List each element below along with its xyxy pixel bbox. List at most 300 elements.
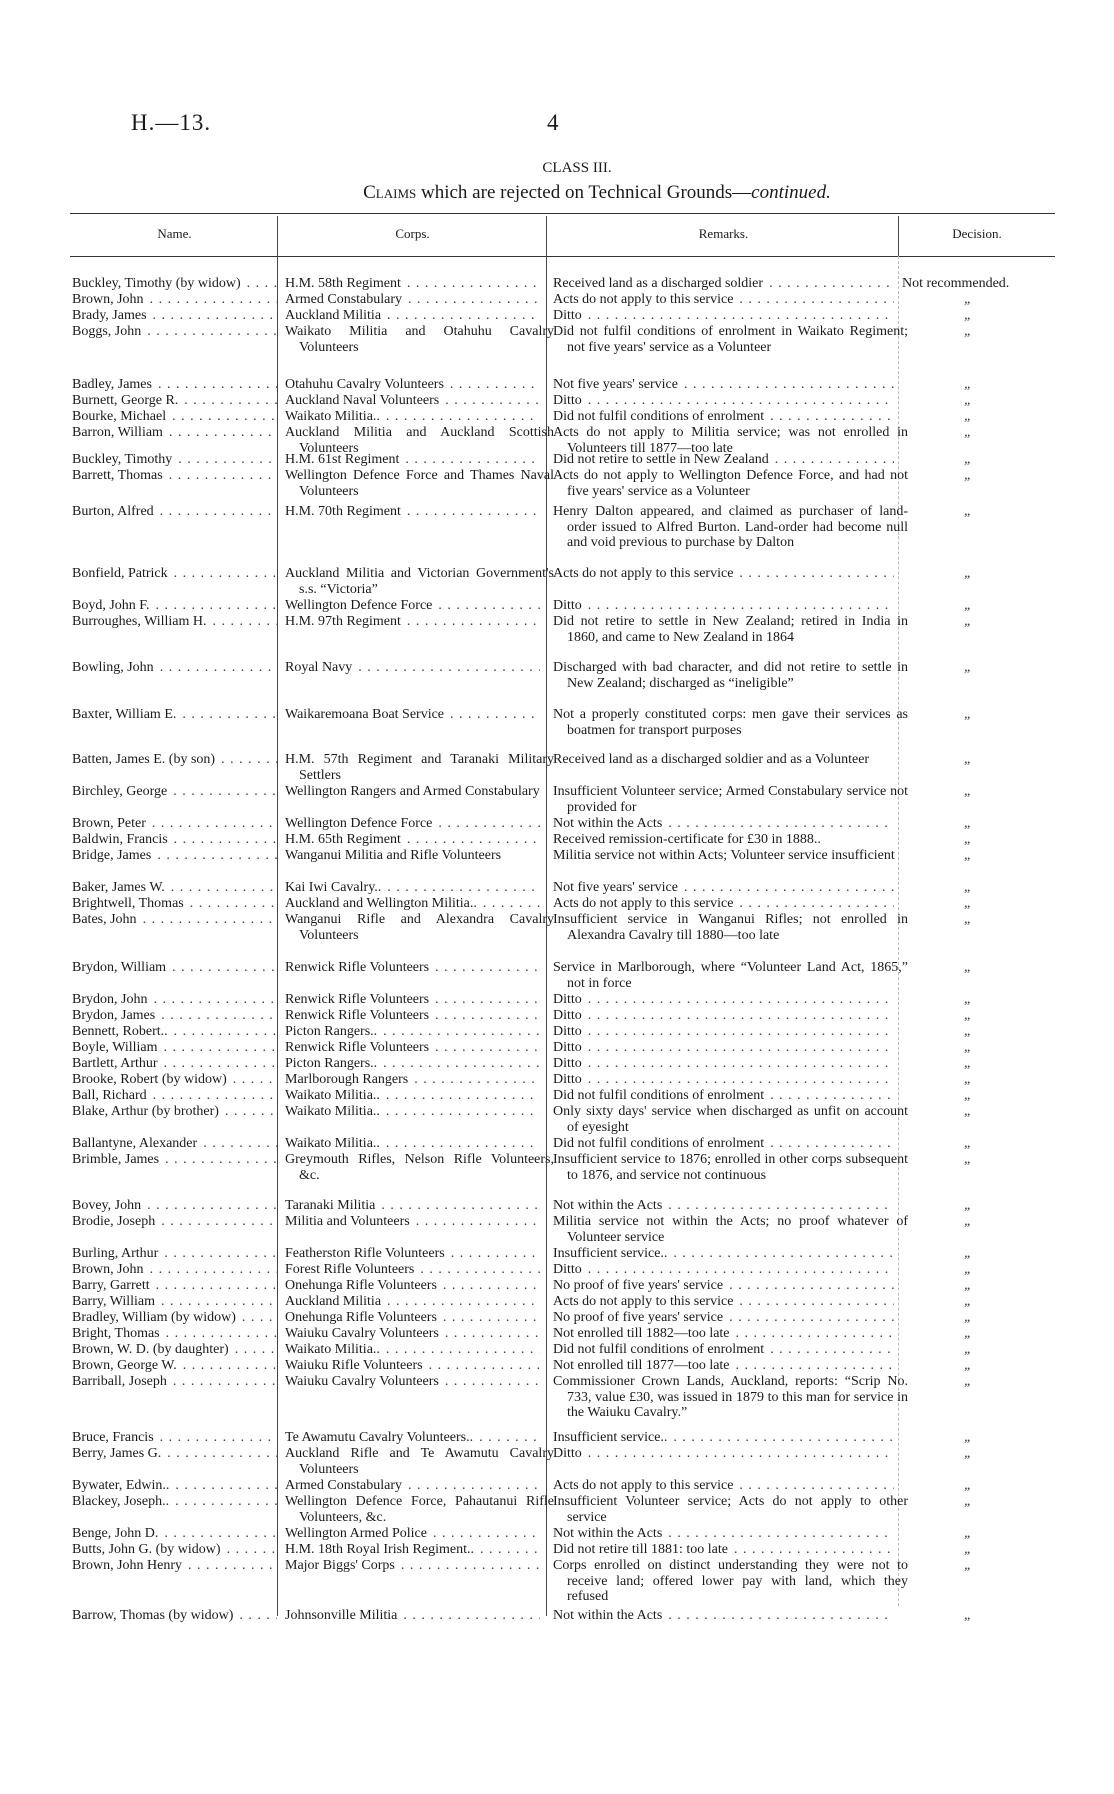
leader-dots bbox=[155, 1008, 277, 1024]
leader-dots bbox=[728, 1542, 894, 1558]
row-corps bbox=[285, 1558, 540, 1574]
row-corps-text: Auckland and Wellington Militia.. bbox=[285, 896, 477, 911]
row-remarks: Not a properly constituted corps: men gave their services as boatmen for transport purposes bbox=[553, 707, 908, 738]
row-remarks-text: Ditto bbox=[553, 992, 582, 1007]
row-corps-text: Waikato Militia.. bbox=[285, 1342, 380, 1357]
row-remarks bbox=[553, 1446, 894, 1462]
row-name bbox=[72, 468, 277, 484]
row-name-text: Baker, James W. bbox=[72, 880, 165, 895]
row-remarks bbox=[553, 1294, 894, 1310]
row-corps-text: H.M. 97th Regiment bbox=[285, 614, 401, 629]
leader-dots bbox=[144, 292, 277, 308]
row-remarks: Received remission-certificate for £30 in 1888.. bbox=[553, 832, 821, 847]
row-remarks-text: No proof of five years' service bbox=[553, 1310, 724, 1325]
row-decision: „ bbox=[964, 784, 972, 799]
row-corps: Wellington Defence Force, Pahautanui Rifle Volunteers, &c. bbox=[285, 1494, 554, 1525]
row-name bbox=[72, 1430, 277, 1446]
row-name-text: Brown, John bbox=[72, 292, 144, 307]
row-decision: „ bbox=[964, 1526, 972, 1541]
header-decision: Decision. bbox=[952, 226, 1002, 241]
leader-dots bbox=[159, 1152, 277, 1168]
row-corps bbox=[285, 896, 540, 912]
row-name bbox=[72, 1478, 277, 1494]
leader-dots bbox=[182, 1558, 277, 1574]
row-name bbox=[72, 832, 277, 848]
leader-dots bbox=[144, 1262, 277, 1278]
row-name-text: Brown, John Henry bbox=[72, 1558, 183, 1573]
leader-dots bbox=[380, 1136, 540, 1152]
class-title-text: CLASS III. bbox=[542, 160, 612, 176]
row-corps-text: H.M. 70th Regiment bbox=[285, 504, 401, 519]
row-remarks bbox=[553, 1040, 894, 1056]
leader-dots bbox=[662, 1608, 894, 1624]
row-corps-text: H.M. 61st Regiment bbox=[285, 452, 400, 467]
row-corps-text: Picton Rangers.. bbox=[285, 1024, 378, 1039]
leader-dots bbox=[678, 377, 894, 393]
row-decision: „ bbox=[964, 1342, 972, 1357]
leader-dots bbox=[429, 992, 540, 1008]
row-name-text: Bright, Thomas bbox=[72, 1326, 160, 1341]
row-corps bbox=[285, 816, 540, 832]
row-decision: „ bbox=[964, 292, 972, 307]
row-remarks: Insufficient Volunteer service; Acts do not apply to other service bbox=[553, 1494, 908, 1525]
leader-dots bbox=[582, 1040, 894, 1056]
row-remarks-text: Not within the Acts bbox=[553, 1198, 663, 1213]
leader-dots bbox=[236, 1310, 277, 1326]
row-name bbox=[72, 292, 277, 308]
row-name bbox=[72, 377, 277, 393]
row-name-text: Batten, James E. (by son) bbox=[72, 752, 216, 767]
leader-dots bbox=[233, 1608, 277, 1624]
leader-dots bbox=[723, 1310, 894, 1326]
row-name bbox=[72, 816, 277, 832]
row-corps bbox=[285, 880, 540, 896]
row-name-text: Bennett, Robert.. bbox=[72, 1024, 168, 1039]
leader-dots bbox=[161, 1446, 277, 1462]
row-corps bbox=[285, 1310, 540, 1326]
row-decision: „ bbox=[964, 896, 972, 911]
row-name bbox=[72, 1008, 277, 1024]
row-decision: „ bbox=[964, 848, 972, 863]
row-remarks-text: Not within the Acts bbox=[553, 1608, 663, 1623]
row-name-text: Barry, William bbox=[72, 1294, 156, 1309]
row-remarks-text: Ditto bbox=[553, 1056, 582, 1071]
row-remarks-text: Ditto bbox=[553, 1024, 582, 1039]
row-name-text: Bovey, John bbox=[72, 1198, 142, 1213]
row-name-text: Ballantyne, Alexander bbox=[72, 1136, 198, 1151]
leader-dots bbox=[176, 707, 277, 723]
leader-dots bbox=[437, 1278, 540, 1294]
leader-dots bbox=[733, 1294, 894, 1310]
leader-dots bbox=[444, 377, 540, 393]
row-remarks bbox=[553, 1008, 894, 1024]
row-decision: „ bbox=[964, 1326, 972, 1341]
header-remarks: Remarks. bbox=[698, 226, 749, 241]
table-top-rule bbox=[70, 213, 1055, 214]
row-remarks-text: Ditto bbox=[553, 393, 582, 408]
row-decision: „ bbox=[964, 504, 972, 519]
row-corps-text: Waikato Militia.. bbox=[285, 1104, 380, 1119]
row-remarks-text: Acts do not apply to this service bbox=[553, 896, 734, 911]
row-name-text: Brown, George W. bbox=[72, 1358, 177, 1373]
leader-dots bbox=[241, 276, 277, 292]
row-name bbox=[72, 308, 277, 324]
leader-dots bbox=[427, 1526, 540, 1542]
row-decision: „ bbox=[964, 468, 972, 483]
leader-dots bbox=[764, 1136, 894, 1152]
row-name bbox=[72, 1542, 277, 1558]
leader-dots bbox=[177, 1358, 277, 1374]
row-corps bbox=[285, 409, 540, 425]
row-decision: „ bbox=[964, 1494, 972, 1509]
row-name-text: Bridge, James bbox=[72, 848, 152, 863]
row-name bbox=[72, 960, 277, 976]
row-decision: „ bbox=[964, 1072, 972, 1087]
leader-dots bbox=[402, 292, 540, 308]
row-name bbox=[72, 1040, 277, 1056]
header-bottom-rule bbox=[70, 256, 1055, 257]
leader-dots bbox=[662, 816, 894, 832]
row-name bbox=[72, 452, 277, 468]
row-name-text: Berry, James G. bbox=[72, 1446, 162, 1461]
row-corps: Auckland Militia and Auckland Scottish Volunteers bbox=[285, 425, 554, 456]
row-corps-text: Picton Rangers.. bbox=[285, 1056, 378, 1071]
row-corps bbox=[285, 1214, 540, 1230]
row-remarks-text: Ditto bbox=[553, 1072, 582, 1087]
leader-dots bbox=[158, 1040, 277, 1056]
leader-dots bbox=[381, 308, 540, 324]
row-name-text: Bartlett, Arthur bbox=[72, 1056, 158, 1071]
row-corps-text: Waiuku Cavalry Volunteers bbox=[285, 1374, 439, 1389]
row-decision: „ bbox=[964, 308, 972, 323]
row-name bbox=[72, 1214, 277, 1230]
row-corps bbox=[285, 1374, 540, 1390]
leader-dots bbox=[764, 1088, 894, 1104]
row-name-text: Burnett, George R. bbox=[72, 393, 179, 408]
row-name-text: Brydon, James bbox=[72, 1008, 156, 1023]
row-remarks: Did not fulfil conditions of enrolment in Waikato Regiment; not five years' service as a Volunteer bbox=[553, 324, 908, 355]
row-name bbox=[72, 566, 277, 582]
leader-dots bbox=[227, 1072, 277, 1088]
leader-dots bbox=[667, 1430, 894, 1446]
row-corps bbox=[285, 1104, 540, 1120]
row-corps bbox=[285, 1478, 540, 1494]
row-name-text: Blake, Arthur (by brother) bbox=[72, 1104, 219, 1119]
row-name-text: Baldwin, Francis bbox=[72, 832, 168, 847]
row-remarks bbox=[553, 896, 894, 912]
leader-dots bbox=[444, 707, 540, 723]
leader-dots bbox=[582, 308, 894, 324]
row-corps-text: Renwick Rifle Volunteers bbox=[285, 992, 430, 1007]
row-corps-text: Waiuku Rifle Volunteers bbox=[285, 1358, 423, 1373]
row-remarks bbox=[553, 1024, 894, 1040]
row-name bbox=[72, 393, 277, 409]
row-remarks-text: Did not fulfil conditions of enrolment bbox=[553, 1136, 765, 1151]
row-name bbox=[72, 912, 277, 928]
row-name bbox=[72, 707, 277, 723]
row-corps: Waikato Militia and Otahuhu Cavalry Volunteers bbox=[285, 324, 554, 355]
leader-dots bbox=[375, 1198, 540, 1214]
row-name bbox=[72, 1310, 277, 1326]
row-remarks-text: Not within the Acts bbox=[553, 1526, 663, 1541]
row-corps-text: Wellington Defence Force bbox=[285, 816, 433, 831]
row-corps-text: Otahuhu Cavalry Volunteers bbox=[285, 377, 444, 392]
leader-dots bbox=[169, 1494, 277, 1510]
row-remarks-text: Insufficient service.. bbox=[553, 1246, 668, 1261]
row-remarks bbox=[553, 1262, 894, 1278]
leader-dots bbox=[733, 566, 894, 582]
row-remarks bbox=[553, 276, 894, 292]
row-name bbox=[72, 1374, 277, 1390]
table-subtitle bbox=[0, 182, 1114, 204]
leader-dots bbox=[178, 393, 277, 409]
leader-dots bbox=[150, 1278, 277, 1294]
row-corps bbox=[285, 393, 540, 409]
row-decision: „ bbox=[964, 1152, 972, 1167]
row-name bbox=[72, 1246, 277, 1262]
row-name bbox=[72, 425, 277, 441]
row-decision: „ bbox=[964, 1430, 972, 1445]
row-corps bbox=[285, 1040, 540, 1056]
row-name bbox=[72, 614, 277, 630]
row-decision: „ bbox=[964, 1608, 972, 1623]
row-remarks-text: No proof of five years' service bbox=[553, 1278, 724, 1293]
row-decision: „ bbox=[964, 912, 972, 927]
row-name bbox=[72, 992, 277, 1008]
row-name bbox=[72, 324, 277, 340]
leader-dots bbox=[582, 992, 894, 1008]
row-remarks bbox=[553, 1088, 894, 1104]
leader-dots bbox=[439, 1374, 540, 1390]
leader-dots bbox=[399, 452, 540, 468]
row-decision: „ bbox=[964, 409, 972, 424]
row-name bbox=[72, 1024, 277, 1040]
row-corps bbox=[285, 1430, 540, 1446]
row-decision: „ bbox=[964, 1214, 972, 1229]
row-remarks-text: Not enrolled till 1882—too late bbox=[553, 1326, 730, 1341]
subtitle-italic: continued. bbox=[751, 182, 831, 203]
row-name-text: Badley, James bbox=[72, 377, 152, 392]
row-remarks-text: Acts do not apply to this service bbox=[553, 1478, 734, 1493]
row-name bbox=[72, 1358, 277, 1374]
row-decision: „ bbox=[964, 425, 972, 440]
leader-dots bbox=[582, 598, 894, 614]
leader-dots bbox=[377, 1024, 540, 1040]
row-remarks bbox=[553, 1478, 894, 1494]
row-name-text: Burton, Alfred bbox=[72, 504, 154, 519]
row-remarks: Corps enrolled on distinct understanding they were not to receive land; offered lower pay with land, which they refused bbox=[553, 1558, 908, 1605]
row-corps bbox=[285, 660, 540, 676]
row-corps bbox=[285, 1088, 540, 1104]
row-remarks-text: Ditto bbox=[553, 1446, 582, 1461]
leader-dots bbox=[197, 1136, 277, 1152]
row-corps-text: Taranaki Militia bbox=[285, 1198, 376, 1213]
row-remarks-text: Acts do not apply to this service bbox=[553, 292, 734, 307]
page-number: 4 bbox=[547, 110, 559, 135]
leader-dots bbox=[432, 816, 540, 832]
subtitle-text: which are rejected on Technical Grounds— bbox=[416, 182, 752, 203]
row-remarks bbox=[553, 1430, 894, 1446]
row-decision: „ bbox=[964, 832, 972, 847]
row-decision: „ bbox=[964, 660, 972, 675]
document-reference: H.—13. bbox=[131, 110, 212, 135]
row-remarks-text: Did not fulfil conditions of enrolment bbox=[553, 1088, 765, 1103]
row-name-text: Bradley, William (by widow) bbox=[72, 1310, 236, 1325]
row-corps-text: Renwick Rifle Volunteers bbox=[285, 1008, 430, 1023]
row-corps-text: Wellington Defence Force bbox=[285, 598, 433, 613]
row-name-text: Brooke, Robert (by widow) bbox=[72, 1072, 227, 1087]
leader-dots bbox=[166, 409, 277, 425]
row-remarks bbox=[553, 377, 894, 393]
row-name-text: Bourke, Michael bbox=[72, 409, 167, 424]
leader-dots bbox=[172, 452, 277, 468]
row-corps: Wanganui Rifle and Alexandra Cavalry Volunteers bbox=[285, 912, 554, 943]
leader-dots bbox=[207, 614, 278, 630]
leader-dots bbox=[429, 960, 540, 976]
row-decision: „ bbox=[964, 1558, 972, 1573]
row-corps: Auckland Rifle and Te Awamutu Cavalry Volunteers bbox=[285, 1446, 554, 1477]
row-name-text: Birchley, George bbox=[72, 784, 168, 799]
row-corps bbox=[285, 832, 540, 848]
row-remarks bbox=[553, 1358, 894, 1374]
leader-dots bbox=[437, 1310, 540, 1326]
row-corps bbox=[285, 1008, 540, 1024]
row-remarks: Service in Marlborough, where “Volunteer Land Act, 1865,” not in force bbox=[553, 960, 908, 991]
leader-dots bbox=[158, 1246, 277, 1262]
leader-dots bbox=[401, 504, 540, 520]
leader-dots bbox=[168, 566, 277, 582]
leader-dots bbox=[423, 1358, 540, 1374]
leader-dots bbox=[395, 1558, 540, 1574]
row-remarks bbox=[553, 1056, 894, 1072]
row-name bbox=[72, 1294, 277, 1310]
leader-dots bbox=[429, 1040, 540, 1056]
row-corps-text: Renwick Rifle Volunteers bbox=[285, 1040, 430, 1055]
leader-dots bbox=[582, 1008, 894, 1024]
row-decision: „ bbox=[964, 1136, 972, 1151]
row-corps bbox=[285, 1326, 540, 1342]
row-name bbox=[72, 504, 277, 520]
row-name-text: Brydon, John bbox=[72, 992, 148, 1007]
row-corps-text: Marlborough Rangers bbox=[285, 1072, 409, 1087]
row-corps-text: Auckland Militia bbox=[285, 1294, 382, 1309]
leader-dots bbox=[154, 1430, 277, 1446]
row-decision: „ bbox=[964, 1278, 972, 1293]
row-remarks: Only sixty days' service when discharged as unfit on account of eyesight bbox=[553, 1104, 908, 1135]
row-remarks-text: Not within the Acts bbox=[553, 816, 663, 831]
leader-dots bbox=[662, 1526, 894, 1542]
row-name bbox=[72, 276, 277, 292]
row-decision: „ bbox=[964, 880, 972, 895]
row-decision: „ bbox=[964, 598, 972, 613]
leader-dots bbox=[221, 1542, 277, 1558]
row-corps: Wellington Rangers and Armed Constabulary bbox=[285, 784, 540, 799]
row-remarks bbox=[553, 1326, 894, 1342]
row-corps bbox=[285, 1136, 540, 1152]
row-corps: H.M. 57th Regiment and Taranaki Military Settlers bbox=[285, 752, 554, 783]
row-decision: „ bbox=[964, 614, 972, 629]
row-remarks-text: Ditto bbox=[553, 1262, 582, 1277]
row-remarks: Discharged with bad character, and did not retire to settle in New Zealand; discharged as “ineligible” bbox=[553, 660, 908, 691]
leader-dots bbox=[352, 660, 540, 676]
row-corps-text: Royal Navy bbox=[285, 660, 353, 675]
row-remarks bbox=[553, 566, 894, 582]
row-name-text: Brimble, James bbox=[72, 1152, 160, 1167]
leader-dots bbox=[160, 1326, 277, 1342]
row-remarks-text: Not five years' service bbox=[553, 880, 678, 895]
row-corps-text: Waikato Militia.. bbox=[285, 409, 380, 424]
row-remarks-text: Did not retire till 1881: too late bbox=[553, 1542, 728, 1557]
row-name bbox=[72, 1326, 277, 1342]
leader-dots bbox=[380, 1088, 540, 1104]
row-corps bbox=[285, 1246, 540, 1262]
row-corps bbox=[285, 1294, 540, 1310]
row-corps-text: Kai Iwi Cavalry.. bbox=[285, 880, 382, 895]
leader-dots bbox=[155, 1214, 277, 1230]
leader-dots bbox=[380, 1342, 540, 1358]
row-decision: „ bbox=[964, 1088, 972, 1103]
row-remarks: Insufficient service in Wanganui Rifles; not enrolled in Alexandra Cavalry till 1880—too late bbox=[553, 912, 908, 943]
row-name bbox=[72, 1278, 277, 1294]
row-decision: „ bbox=[964, 960, 972, 975]
row-name-text: Brightwell, Thomas bbox=[72, 896, 184, 911]
leader-dots bbox=[733, 1478, 894, 1494]
row-corps-text: Auckland Militia bbox=[285, 308, 382, 323]
leader-dots bbox=[730, 1358, 894, 1374]
row-name bbox=[72, 1262, 277, 1278]
row-corps bbox=[285, 1262, 540, 1278]
row-name-text: Boyd, John F. bbox=[72, 598, 150, 613]
row-name-text: Brodie, Joseph bbox=[72, 1214, 156, 1229]
leader-dots bbox=[215, 752, 277, 768]
row-remarks-text: Ditto bbox=[553, 598, 582, 613]
leader-dots bbox=[154, 504, 277, 520]
leader-dots bbox=[151, 848, 277, 864]
row-remarks bbox=[553, 1072, 894, 1088]
row-decision: „ bbox=[964, 324, 972, 339]
row-name bbox=[72, 1088, 277, 1104]
row-decision: „ bbox=[964, 1478, 972, 1493]
row-name-text: Bruce, Francis bbox=[72, 1430, 154, 1445]
leader-dots bbox=[141, 324, 277, 340]
row-decision: „ bbox=[964, 1040, 972, 1055]
row-name-text: Baxter, William E. bbox=[72, 707, 177, 722]
row-corps-text: H.M. 65th Regiment bbox=[285, 832, 401, 847]
leader-dots bbox=[445, 1246, 540, 1262]
row-remarks bbox=[553, 880, 894, 896]
leader-dots bbox=[147, 308, 277, 324]
row-decision: „ bbox=[964, 1294, 972, 1309]
row-decision: „ bbox=[964, 1310, 972, 1325]
row-corps-text: Armed Constabulary bbox=[285, 292, 403, 307]
row-remarks-text: Ditto bbox=[553, 1040, 582, 1055]
row-corps bbox=[285, 308, 540, 324]
row-remarks-text: Did not fulfil conditions of enrolment bbox=[553, 409, 765, 424]
row-remarks: Did not retire to settle in New Zealand; retired in India in 1860, and came to New Zealand in 1864 bbox=[553, 614, 908, 645]
row-name bbox=[72, 1342, 277, 1358]
row-name bbox=[72, 1526, 277, 1542]
row-decision: „ bbox=[964, 452, 972, 467]
leader-dots bbox=[380, 1104, 540, 1120]
leader-dots bbox=[439, 393, 540, 409]
row-corps-text: Armed Constabulary bbox=[285, 1478, 403, 1493]
leader-dots bbox=[678, 880, 894, 896]
row-decision: „ bbox=[964, 1246, 972, 1261]
leader-dots bbox=[141, 1198, 277, 1214]
row-corps-text: Wellington Armed Police bbox=[285, 1526, 427, 1541]
row-decision: „ bbox=[964, 1262, 972, 1277]
row-name-text: Burroughes, William H. bbox=[72, 614, 207, 629]
